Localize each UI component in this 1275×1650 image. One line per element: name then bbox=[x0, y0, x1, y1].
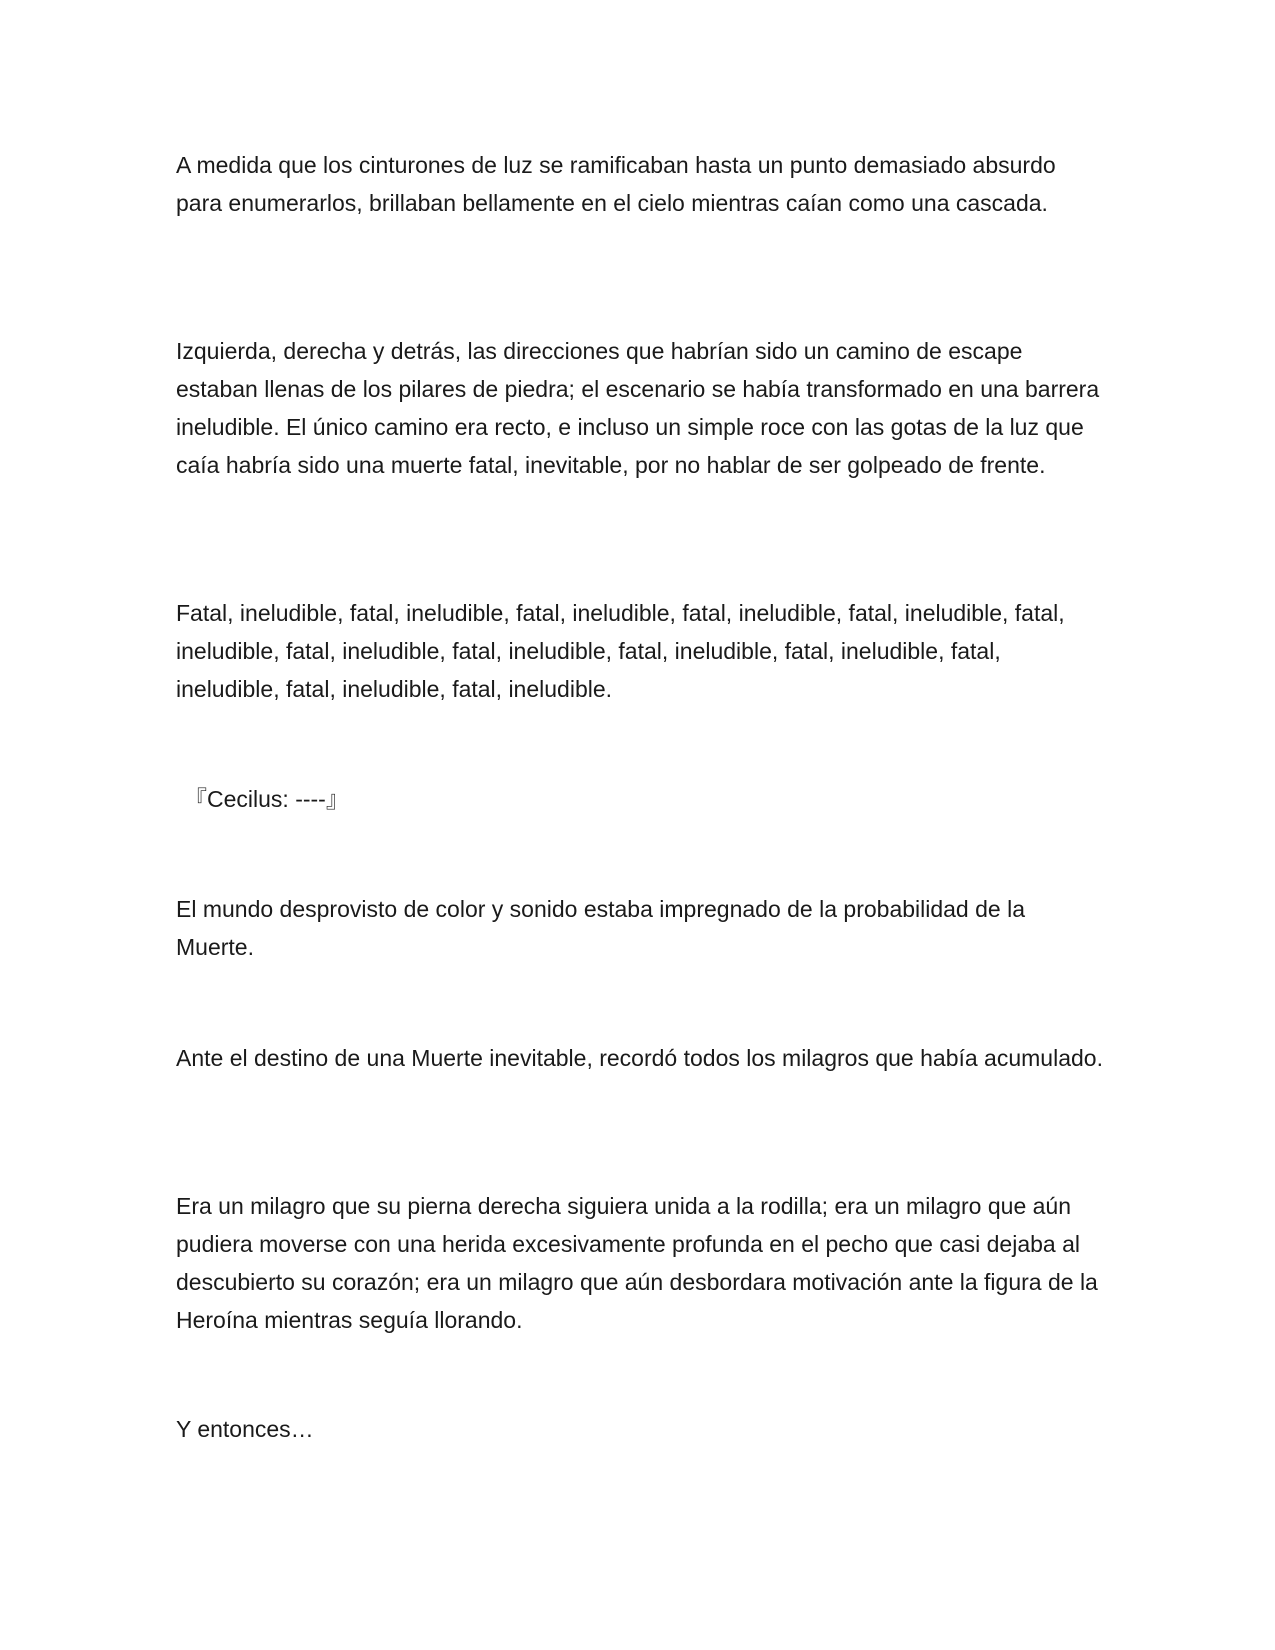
paragraph-light-belts: A medida que los cinturones de luz se ramificaban hasta un punto demasiado absurdo para enumerarlos, brillaban bellamente en el cielo mientras caían como una cascada. bbox=[176, 152, 1056, 216]
dialogue-cecilus: 『Cecilus: ----』 bbox=[184, 786, 349, 812]
paragraph-fatal-repetition: Fatal, ineludible, fatal, ineludible, fatal, ineludible, fatal, ineludible, fatal, ineludible, fatal, ineludible, fatal, ineludible, fatal, ineludible, fatal, ineludible, fatal, ineludible, fatal, ineludible, fatal, ineludible, fatal, ineludible. bbox=[176, 600, 1065, 702]
paragraph-and-then: Y entonces… bbox=[176, 1416, 314, 1442]
paragraph-miracles: Era un milagro que su pierna derecha siguiera unida a la rodilla; era un milagro que aún pudiera moverse con una herida excesivamente profunda en el pecho que casi dejaba al descubierto su corazón; era un milagro que aún desbordara motivación ante la figura de la Heroína mientras seguía llorando. bbox=[176, 1193, 1098, 1333]
paragraph-destiny: Ante el destino de una Muerte inevitable, recordó todos los milagros que había acumulado. bbox=[176, 1045, 1103, 1071]
paragraph-colorless-world: El mundo desprovisto de color y sonido estaba impregnado de la probabilidad de la Muerte. bbox=[176, 896, 1025, 960]
paragraph-escape-directions: Izquierda, derecha y detrás, las direcciones que habrían sido un camino de escape estaban llenas de los pilares de piedra; el escenario se había transformado en una barrera ineludible. El único camino era recto, e incluso un simple roce con las gotas de la luz que caía habría sido una muerte fatal, inevitable, por no hablar de ser golpeado de frente. bbox=[176, 338, 1100, 478]
